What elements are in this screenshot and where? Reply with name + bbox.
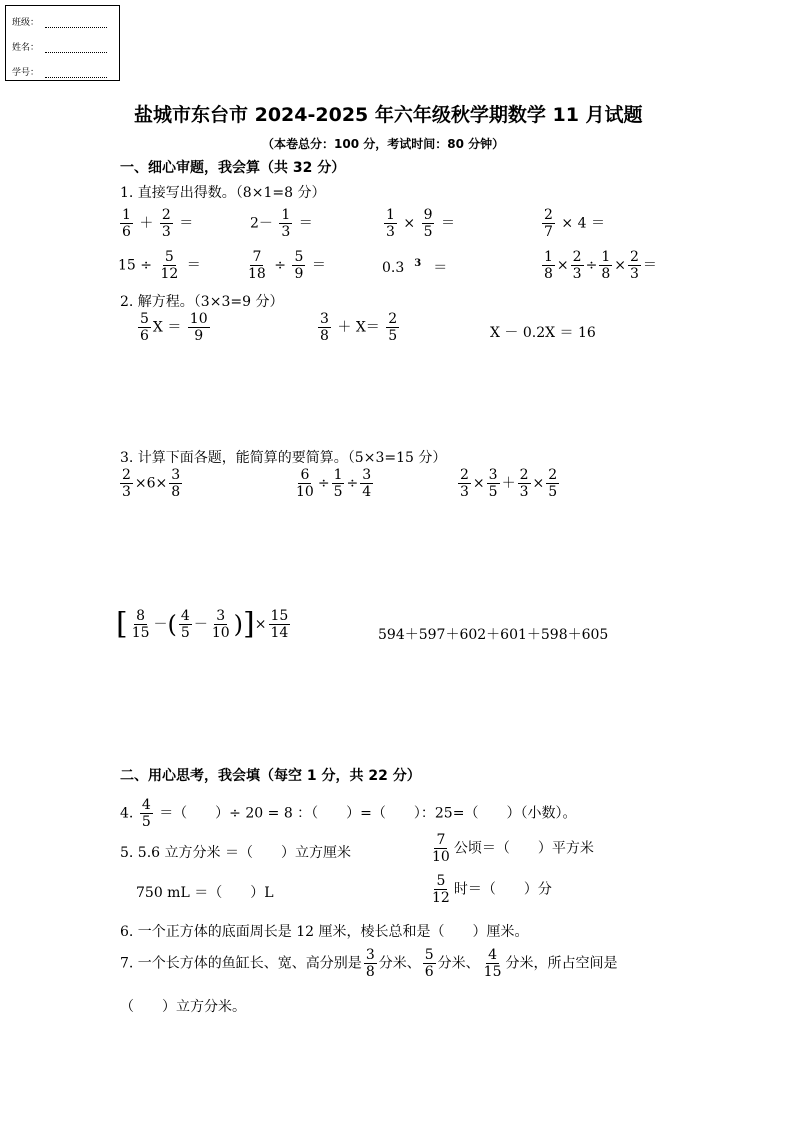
q1-label: 1. 直接写出得数。（8×1=8 分） (120, 185, 326, 201)
q3-expr-4: [ $\frac{8}{15}$ －( $\frac{4}{5}$ － $\frac{3}{10}$ )]× $\frac{15}{14}$ (116, 606, 289, 642)
id-label: 学号： (12, 68, 40, 78)
q4: 4. $\frac{4}{5}$ ＝（ ）÷ 20 = 8 ：（ ）=（ ）：25=（ ）（小数）。 (120, 797, 577, 831)
q7-line-2: （ ）立方分米。 (120, 999, 246, 1015)
q5-part-a: 5. 5.6 立方分米 ＝（ ）立方厘米 (120, 845, 351, 861)
q2-eq-3: X － 0.2X ＝ 16 (490, 325, 596, 341)
class-field[interactable] (12, 15, 107, 28)
q3-expr-2: $\frac{6}{10}$ ÷ $\frac{1}{5}$ ÷ $\frac{3}{4}$ (296, 467, 372, 501)
q7-line-1: 7. 一个长方体的鱼缸长、宽、高分别是 $\frac{3}{8}$ 分米、 $\frac{5}{6}$ 分米、 $\frac{4}{15}$ 分米，所占空间是 (120, 947, 618, 981)
q1-item-4: $\frac{2}{7}$ × 4 ＝ (544, 207, 605, 241)
q5-part-c: 750 mL ＝（ ）L (136, 885, 274, 901)
q3-label: 3. 计算下面各题，能简算的要简算。（5×3=15 分） (120, 450, 447, 466)
q1-item-8: $\frac{1}{8}$ × $\frac{2}{3}$ ÷ $\frac{1}{8}$ × $\frac{2}{3}$ ＝ (544, 249, 657, 283)
q5-part-d: $\frac{5}{12}$ 时＝（ ）分 (432, 873, 552, 907)
name-label: 姓名： (12, 43, 40, 53)
q5-part-b: $\frac{7}{10}$ 公顷＝（ ）平方米 (432, 832, 594, 866)
student-info-box (5, 5, 120, 81)
q3-expr-3: $\frac{2}{3}$ × $\frac{3}{5}$ ＋ $\frac{2}{3}$ × $\frac{2}{5}$ (460, 467, 558, 501)
q1-item-3: $\frac{1}{3}$ × $\frac{9}{5}$ ＝ (386, 207, 455, 241)
q1-item-1: $\frac{1}{6}$ ＋ $\frac{2}{3}$ ＝ (122, 207, 194, 241)
name-field[interactable] (12, 40, 107, 53)
id-field[interactable] (12, 65, 107, 78)
q2-eq-2: $\frac{3}{8}$ ＋ X＝ $\frac{2}{5}$ (320, 311, 398, 345)
section-2-heading: 二、用心思考，我会填（每空 1 分，共 22 分） (120, 768, 421, 784)
q2-eq-1: $\frac{5}{6}$ X ＝ $\frac{10}{9}$ (140, 311, 208, 345)
q6: 6. 一个正方体的底面周长是 12 厘米，棱长总和是（ ）厘米。 (120, 924, 529, 940)
q2-label: 2. 解方程。（3×3=9 分） (120, 294, 284, 310)
q3-expr-1: $\frac{2}{3}$ ×6× $\frac{3}{8}$ (122, 467, 181, 501)
q1-item-5: 15 ÷ $\frac{5}{12}$ ＝ (118, 249, 201, 283)
q3-expr-5: 594＋597＋602＋601＋598＋605 (378, 627, 609, 643)
class-label: 班级： (12, 18, 40, 28)
page-subtitle: （本卷总分：100 分，考试时间：80 分钟） (262, 137, 505, 151)
q1-item-2: 2－ $\frac{1}{3}$ ＝ (250, 207, 313, 241)
section-1-heading: 一、细心审题，我会算（共 32 分） (120, 160, 346, 176)
page-title: 盐城市东台市 2024-2025 年六年级秋学期数学 11 月试题 (134, 104, 643, 126)
q1-item-6: $\frac{7}{18}$ ÷ $\frac{5}{9}$ ＝ (248, 249, 326, 283)
q1-item-7: 0.3 $^3$ ＝ (382, 258, 448, 276)
